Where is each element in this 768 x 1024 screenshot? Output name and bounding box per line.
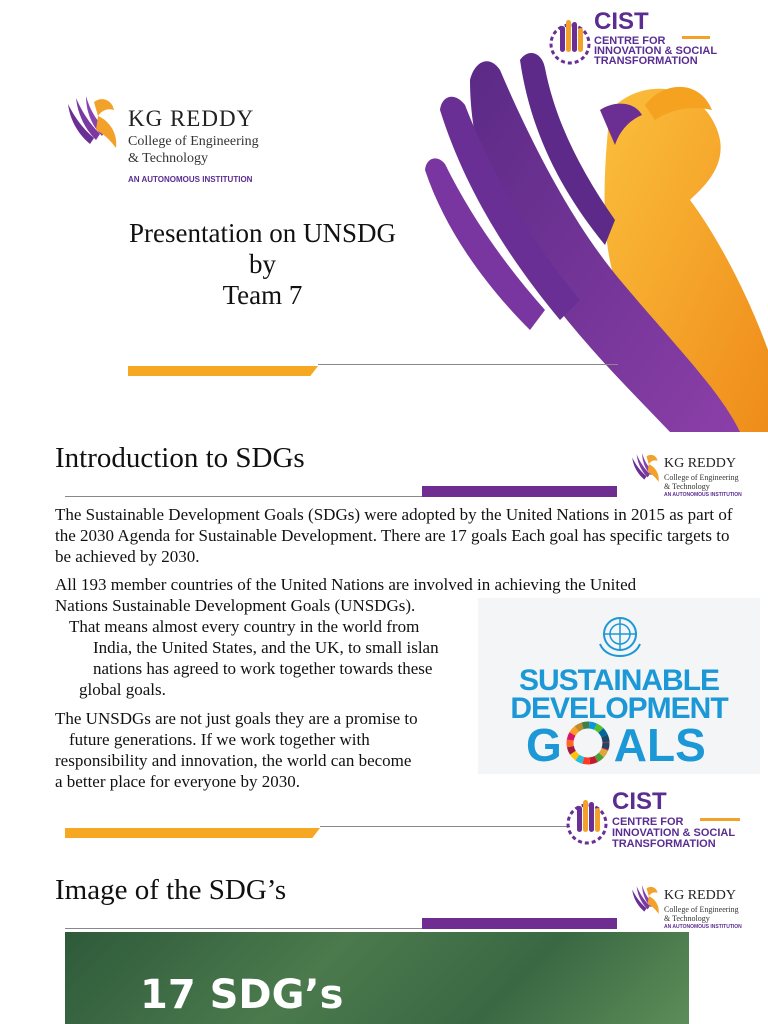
sdg-logo-line1: SUSTAINABLE — [518, 664, 720, 697]
college-name: KG REDDY — [664, 456, 736, 471]
slide-heading: Introduction to SDGs — [55, 442, 305, 474]
para-promise — [55, 708, 475, 792]
college-autonomous: AN AUTONOMOUS INSTITUTION — [664, 492, 742, 498]
cist-title: CIST — [612, 788, 667, 815]
college-autonomous: AN AUTONOMOUS INSTITUTION — [128, 175, 253, 184]
sdg-logo-line2: DEVELOPMENT — [510, 692, 728, 725]
un-emblem-icon — [594, 614, 646, 658]
sdg-photo-title: 17 SDG’s — [140, 972, 344, 1018]
cist-hands-logo-icon — [548, 12, 592, 66]
college-line2: & Technology — [128, 151, 209, 166]
para-promise-line4: a better place for everyone by 2030. — [55, 772, 300, 791]
sdg-logo-image — [478, 598, 760, 774]
orange-accent-bar — [65, 828, 320, 838]
para-members-line4: India, the United States, and the UK, to small islan — [93, 638, 439, 657]
para-promise-line2: future generations. If we work together with — [69, 730, 370, 749]
sdg-goals-rest: ALS — [613, 719, 706, 771]
college-name: KG REDDY — [128, 106, 255, 131]
slide-title — [0, 0, 768, 432]
title-line3: Team 7 — [222, 280, 303, 310]
sdg-color-wheel-icon — [566, 721, 610, 765]
purple-accent-bar — [422, 486, 617, 497]
slide-heading: Image of the SDG’s — [55, 874, 287, 906]
divider-line — [65, 496, 425, 497]
cist-accent-line — [682, 36, 710, 39]
slide-sdg-image — [0, 864, 768, 1024]
college-line1: College of Engineering — [664, 905, 739, 914]
college-line1: College of Engineering — [128, 134, 259, 149]
para-members-line5: nations has agreed to work together towards these — [93, 659, 433, 678]
cist-line1: CENTRE FOR — [612, 816, 684, 828]
cist-line2: INNOVATION & SOCIAL — [594, 45, 718, 57]
title-line2: by — [249, 249, 276, 279]
kg-reddy-bird-logo-icon — [64, 94, 122, 152]
college-line1: College of Engineering — [664, 473, 739, 482]
sdg-photo — [65, 932, 689, 1024]
para-members-line3: That means almost every country in the world from — [69, 617, 420, 636]
cist-title: CIST — [594, 8, 649, 35]
presentation-title — [80, 218, 445, 311]
kg-reddy-bird-logo-icon — [630, 884, 662, 916]
purple-accent-bar — [422, 918, 617, 929]
cist-hands-logo-icon — [565, 792, 609, 846]
divider-line — [318, 364, 618, 365]
college-autonomous: AN AUTONOMOUS INSTITUTION — [664, 924, 742, 930]
orange-accent-bar — [128, 366, 318, 376]
para-members-line1: All 193 member countries of the United Nations are involved in achieving the United — [55, 575, 637, 594]
para-adoption: The Sustainable Development Goals (SDGs) were adopted by the United Nations in 2015 as part of the 2030 Agenda for Sustainable Development. There are 17 goals Each goal has specific targets to be achieved by 2030. — [55, 505, 733, 566]
phoenix-wing-icon — [420, 50, 768, 432]
cist-accent-line — [700, 818, 740, 821]
para-promise-line1: The UNSDGs are not just goals they are a promise to — [55, 709, 418, 728]
divider-line — [320, 826, 570, 827]
para-members-line2: Nations Sustainable Development Goals (UNSDGs). — [55, 596, 416, 615]
cist-line3: TRANSFORMATION — [612, 838, 716, 850]
cist-line2: INNOVATION & SOCIAL — [612, 827, 736, 839]
para-promise-line3: responsibility and innovation, the world can become — [55, 751, 412, 770]
slide-introduction — [0, 432, 768, 864]
sdg-goals-g: G — [526, 719, 562, 771]
college-line2: & Technology — [664, 482, 710, 491]
cist-line3: TRANSFORMATION — [594, 55, 698, 67]
sdg-goals-word — [526, 718, 706, 771]
kg-reddy-bird-logo-icon — [630, 452, 662, 484]
cist-line1: CENTRE FOR — [594, 35, 666, 47]
college-line2: & Technology — [664, 914, 710, 923]
title-line1: Presentation on UNSDG — [129, 218, 396, 248]
college-name: KG REDDY — [664, 888, 736, 903]
divider-line — [65, 928, 425, 929]
para-members-line6: global goals. — [79, 680, 166, 699]
